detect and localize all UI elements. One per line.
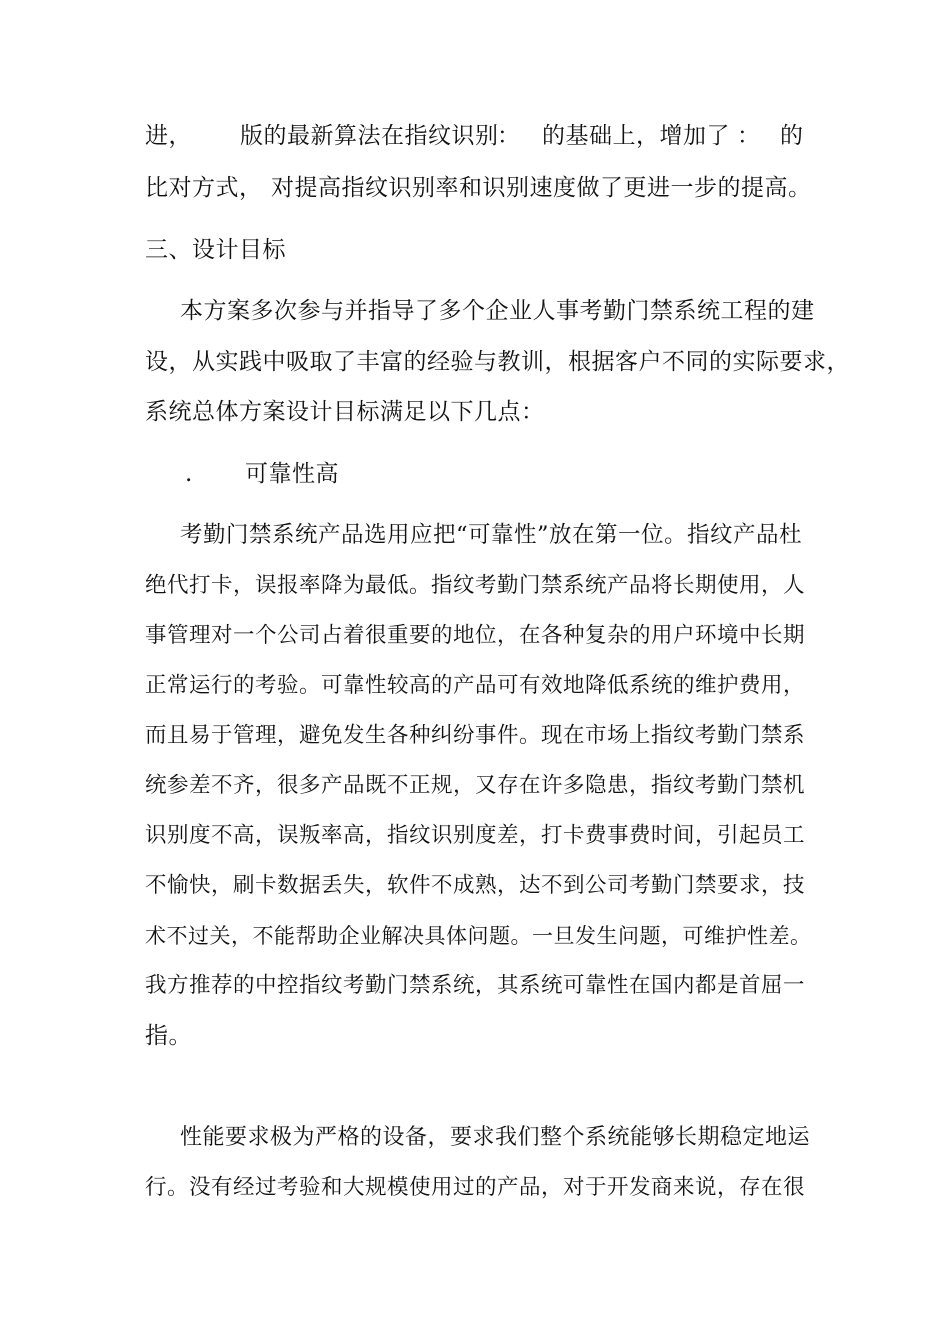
reliability-paragraph-line: 而且易于管理，避免发生各种纠纷事件。现在市场上指纹考勤门禁系	[145, 723, 806, 748]
reliability-paragraph-line: 识别度不高，误叛率高，指纹识别度差，打卡费事费时间，引起员工	[145, 823, 806, 848]
reliability-paragraph-line: 指。	[145, 1023, 192, 1049]
reliability-paragraph-line: 事管理对一个公司占着很重要的地位，在各种复杂的用户环境中长期	[145, 623, 806, 648]
reliability-paragraph-line: 术不过关，不能帮助企业解决具体问题。一旦发生问题，可维护性差。	[145, 924, 812, 948]
intro-line-1-seg-c: ：	[497, 123, 521, 149]
performance-paragraph-line: 行。没有经过考验和大规模使用过的产品，对于开发商来说，存在很	[145, 1175, 806, 1200]
intro-line-2-seg-a: 比对方式，	[145, 175, 263, 201]
intro-line-1-seg-d: 的基础上，增加了	[542, 123, 730, 149]
intro-line-1-seg-f: 的	[780, 123, 804, 149]
goal-paragraph-line: 设，从实践中吸取了丰富的经验与教训，根据客户不同的实际要求，	[145, 349, 850, 375]
reliability-paragraph-line: 绝代打卡，误报率降为最低。指纹考勤门禁系统产品将长期使用，人	[145, 573, 806, 598]
intro-line-1-seg-e: ：	[737, 123, 761, 149]
reliability-paragraph-line: 不愉快，刷卡数据丢失，软件不成熟，达不到公司考勤门禁要求，技	[145, 873, 806, 898]
list-item-label: 可靠性高	[245, 461, 339, 487]
goal-paragraph-line: 系统总体方案设计目标满足以下几点：	[145, 399, 545, 425]
reliability-paragraph-line: 我方推荐的中控指纹考勤门禁系统，其系统可靠性在国内都是首屈一	[145, 973, 806, 998]
reliability-paragraph-line: 正常运行的考验。可靠性较高的产品可有效地降低系统的维护费用，	[145, 673, 806, 698]
performance-paragraph-line: 性能要求极为严格的设备，要求我们整个系统能够长期稳定地运	[180, 1125, 811, 1150]
reliability-paragraph-line: 统参差不齐，很多产品既不正规，又存在许多隐患，指纹考勤门禁机	[145, 773, 806, 798]
intro-line-1-seg-b: 版的最新算法在指纹识别	[240, 123, 499, 149]
goal-paragraph-line: 本方案多次参与并指导了多个企业人事考勤门禁系统工程的建	[180, 298, 815, 324]
list-item-marker: .	[185, 461, 193, 487]
intro-line-1-seg-a: 进，	[145, 123, 192, 149]
section-heading: 三、设计目标	[145, 237, 286, 263]
intro-line-2-seg-b: 对提高指纹识别率和识别速度做了更进一步的提高。	[271, 175, 812, 201]
reliability-paragraph-line: 考勤门禁系统产品选用应把“可靠性”放在第一位。指纹产品杜	[180, 522, 803, 548]
